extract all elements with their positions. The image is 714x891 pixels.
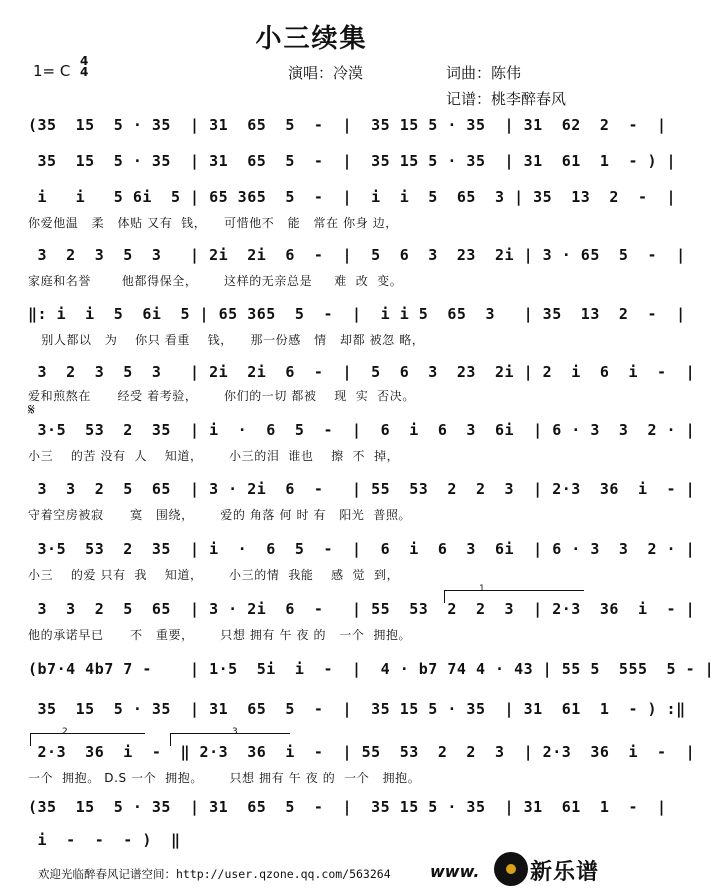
score-line: (35 15 5 · 35 | 31 65 5 - | 35 15 5 · 35 | 31 61 1 - | [28, 798, 667, 816]
volta-label-2: 2 [62, 727, 68, 737]
time-signature-bottom: 4 [80, 65, 89, 79]
volta-bracket-1 [444, 590, 584, 591]
time-signature [80, 56, 88, 78]
lyric-line: 别人都以 为 你只 看重 钱， 那一份感 情 却都 被忽 略， [28, 333, 425, 347]
score-line: 3 3 2 5 65 | 3 · 2i 6 - | 55 53 2 2 3 | 2·3 36 i - | [28, 480, 696, 498]
volta-bracket-3 [170, 733, 290, 734]
score-line: 3 2 3 5 3 | 2i 2i 6 - | 5 6 3 23 2i | 3 · 65 5 - | [28, 246, 686, 264]
volta-bracket-2 [30, 733, 145, 734]
score-line: 3 3 2 5 65 | 3 · 2i 6 - | 55 53 2 2 3 | 2·3 36 i - | [28, 600, 696, 618]
lyric-line: 家庭和名誉 他都得保全， 这样的无亲总是 难 改 变。 [28, 274, 403, 288]
record-disc-icon [494, 852, 528, 886]
lyric-line: 守着空房被寂 寞 围绕， 爱的 角落 何 时 有 阳光 普照。 [28, 508, 412, 522]
score-line: 3·5 53 2 35 | i · 6 5 - | 6 i 6 3 6i | 6 · 3 3 2 · | [28, 421, 696, 439]
score-line: 35 15 5 · 35 | 31 65 5 - | 35 15 5 · 35 | 31 61 1 - ) :‖ [28, 700, 686, 718]
time-signature-top: 4 [80, 54, 89, 68]
score-line: 3 2 3 5 3 | 2i 2i 6 - | 5 6 3 23 2i | 2 i 6 i - | [28, 363, 696, 381]
score-line: 35 15 5 · 35 | 31 65 5 - | 35 15 5 · 35 | 31 61 1 - ) | [28, 152, 677, 170]
lyric-line: 小三 的苦 没有 人 知道， 小三的泪 谁也 擦 不 掉， [28, 449, 400, 463]
segno-sign: 𝄋 [28, 400, 35, 419]
song-title: 小三续集 [255, 24, 368, 54]
score-line: (b7·4 4b7 7 - | 1·5 5i i - | 4 · b7 74 4 · 43 | 55 5 555 5 - | [28, 660, 714, 678]
lyric-line: 你爱他温 柔 体贴 又有 钱， 可惜他不 能 常在 你身 边， [28, 216, 398, 230]
composer-credit: 词曲：陈伟 [446, 64, 522, 82]
volta-label-1: 1 [479, 584, 485, 594]
site-logo-text: 新乐谱 [530, 860, 600, 885]
volta-label-3: 3 [232, 727, 238, 737]
score-line: i i 5 6i 5 | 65 365 5 - | i i 5 65 3 | 35 13 2 - | [28, 188, 677, 206]
footer-url-text: 欢迎光临醉春风记谱空间：http://user.qzone.qq.com/563264 [38, 867, 391, 881]
lyric-line: 爱和煎熬在 经受 着考验， 你们的一切 都被 现 实 否决。 [28, 389, 415, 403]
score-line: i - - - ) ‖ [28, 831, 181, 849]
score-line: 2·3 36 i - ‖ 2·3 36 i - | 55 53 2 2 3 | 2·3 36 i - | [28, 743, 696, 761]
score-line: 3·5 53 2 35 | i · 6 5 - | 6 i 6 3 6i | 6 · 3 3 2 · | [28, 540, 696, 558]
lyric-line: 小三 的爱 只有 我 知道， 小三的情 我能 感 觉 到， [28, 568, 400, 582]
lyric-line: 一个 拥抱。 D.S 一个 拥抱。 只想 拥有 午 夜 的 一个 拥抱。 [28, 771, 421, 785]
key-signature: 1= C [33, 62, 71, 80]
transcriber-credit: 记谱：桃李醉春风 [446, 90, 567, 108]
lyric-line: 他的承诺早已 不 重要， 只想 拥有 午 夜 的 一个 拥抱。 [28, 628, 412, 642]
score-line: (35 15 5 · 35 | 31 65 5 - | 35 15 5 · 35 | 31 62 2 - | [28, 116, 667, 134]
logo-www-text: www. [430, 862, 480, 881]
singer-credit: 演唱：冷漠 [288, 64, 364, 82]
score-line: ‖: i i 5 6i 5 | 65 365 5 - | i i 5 65 3 | 35 13 2 - | [28, 305, 686, 323]
